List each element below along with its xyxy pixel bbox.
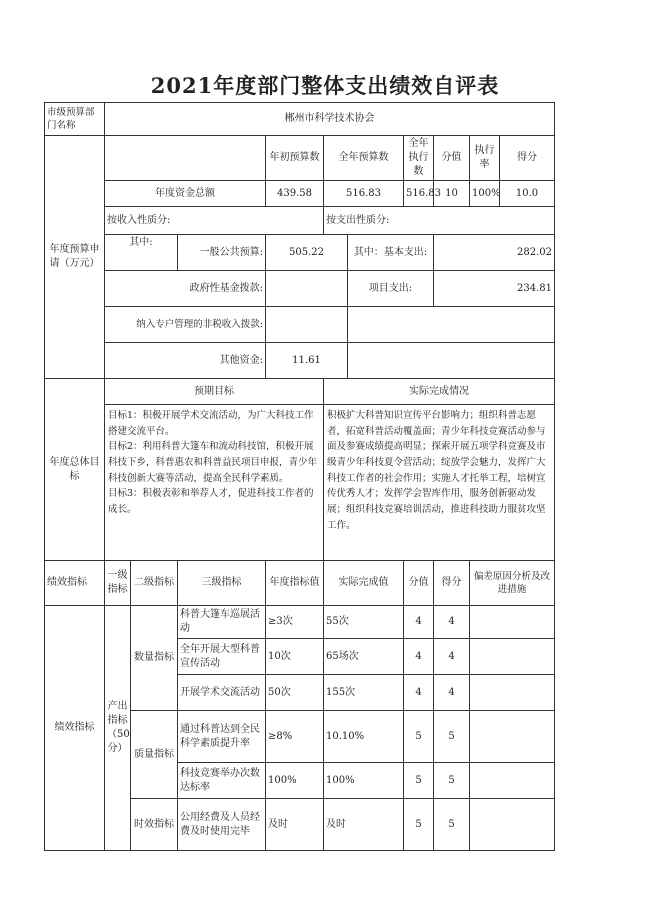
- indicator-actual: 55次: [324, 606, 404, 639]
- indicator-name: 公用经费及人员经费及时使用完毕: [178, 799, 266, 851]
- total-value: 100%: [470, 181, 500, 207]
- actual-header: 实际完成情况: [324, 379, 555, 405]
- page-title: 2021年度部门整体支出绩效自评表: [150, 73, 500, 98]
- indicator-name: 科技竞赛举办次数达标率: [178, 763, 266, 799]
- budget-header: 年初预算数: [266, 136, 324, 181]
- actual-results-text: 积极扩大科普知识宣传平台影响力；组织科普志愿者，拓宽科普活动覆盖面；青少年科技竞赛活动参与面及参赛成绩提高明显；探索开展五项学科竞赛及市级青少年科技夏令营活动；绽放学会魅力，发挥广大科技工作者的社会作用；实施人才托举工程，培树宣传优秀人才；发挥学会智库作用，服务创新驱动发展；组织科技竞赛培训活动，推进科技助力服贫攻坚工作。: [324, 405, 555, 561]
- basic-expense-value: 282.02: [434, 235, 555, 271]
- time-indicator-label: 时效指标: [131, 799, 178, 851]
- goals-label: 年度总体目标: [45, 379, 105, 561]
- budget-header: 全年执行数: [404, 136, 434, 181]
- indicator-actual: 65场次: [324, 639, 404, 675]
- budget-header: 执行率: [470, 136, 500, 181]
- indicator-score: 4: [404, 639, 434, 675]
- indicator-target: 50次: [266, 675, 324, 711]
- general-budget-value: 505.22: [266, 235, 348, 271]
- total-value: 10.0: [500, 181, 555, 207]
- indicator-got: 5: [434, 799, 470, 851]
- indicator-target: ≥8%: [266, 711, 324, 763]
- gov-fund-label: 政府性基金拨款:: [105, 271, 266, 307]
- perf-header: 分值: [404, 561, 434, 606]
- indicator-score: 5: [404, 711, 434, 763]
- by-expense-label: 按支出性质分:: [324, 207, 555, 235]
- expected-header: 预期目标: [105, 379, 324, 405]
- indicator-actual: 10.10%: [324, 711, 404, 763]
- nontax-label: 纳入专户管理的非税收入拨款:: [105, 307, 266, 343]
- expected-goals-text: 目标1：积极开展学术交流活动，为广大科技工作搭建交流平台。 目标2：利用科普大篷车和流动科技馆，积极开展科技下乡，科普惠农和科普益民项目申报，青少年科技创新大赛等活动，提高全民科学素质。 目标3：积极表彰和举荐人才，促进科技工作者的成长。: [105, 405, 324, 561]
- indicator-got: 5: [434, 763, 470, 799]
- total-value: 516.83: [404, 181, 434, 207]
- budget-header: 分值: [434, 136, 470, 181]
- other-funds-value: 11.61: [266, 343, 348, 379]
- indicator-actual: 100%: [324, 763, 404, 799]
- indicator-got: 4: [434, 675, 470, 711]
- budget-header: 得分: [500, 136, 555, 181]
- by-income-label: 按收入性质分:: [105, 207, 324, 235]
- indicator-got: 5: [434, 711, 470, 763]
- indicator-target: 100%: [266, 763, 324, 799]
- qizhong-label: 其中:: [105, 235, 178, 271]
- indicator-score: 4: [404, 606, 434, 639]
- perf-header: 年度指标值: [266, 561, 324, 606]
- performance-table: [44, 102, 555, 851]
- budget-header: 全年预算数: [324, 136, 404, 181]
- indicator-score: 5: [404, 763, 434, 799]
- qty-indicator-label: 数量指标: [131, 606, 178, 711]
- perf-header: 实际完成值: [324, 561, 404, 606]
- indicator-name: 开展学术交流活动: [178, 675, 266, 711]
- indicator-score: 4: [404, 675, 434, 711]
- indicator-score: 5: [404, 799, 434, 851]
- total-value: 439.58: [266, 181, 324, 207]
- unit-value: 郴州市科学技术协会: [105, 103, 555, 136]
- total-label: 年度资金总额: [105, 181, 266, 207]
- unit-label: 市级预算部门名称: [45, 103, 105, 136]
- indicator-target: 及时: [266, 799, 324, 851]
- indicator-target: 10次: [266, 639, 324, 675]
- basic-expense-label: 其中：基本支出:: [348, 235, 434, 271]
- indicator-got: 4: [434, 639, 470, 675]
- perf-header: 三级指标: [178, 561, 266, 606]
- perf-header: 一级指标: [105, 561, 131, 606]
- quality-indicator-label: 质量指标: [131, 711, 178, 799]
- perf-label: 绩效指标: [45, 561, 105, 606]
- project-expense-value: 234.81: [434, 271, 555, 307]
- project-expense-label: 项目支出:: [348, 271, 434, 307]
- level1-label: 产出指标（50分）: [105, 606, 131, 851]
- indicator-actual: 155次: [324, 675, 404, 711]
- perf-section-label: 绩效指标: [45, 606, 105, 851]
- indicator-actual: 及时: [324, 799, 404, 851]
- perf-header: 得分: [434, 561, 470, 606]
- other-funds-label: 其他资金:: [105, 343, 266, 379]
- general-budget-label: 一般公共预算:: [178, 235, 266, 271]
- indicator-got: 4: [434, 606, 470, 639]
- indicator-name: 通过科普达到全民科学素质提升率: [178, 711, 266, 763]
- indicator-name: 科普大篷车巡展活动: [178, 606, 266, 639]
- perf-header: 二级指标: [131, 561, 178, 606]
- budget-label: 年度预算申请（万元）: [45, 136, 105, 379]
- total-value: 516.83: [324, 181, 404, 207]
- perf-header: 偏差原因分析及改进措施: [470, 561, 555, 606]
- indicator-name: 全年开展大型科普宣传活动: [178, 639, 266, 675]
- indicator-target: ≥3次: [266, 606, 324, 639]
- total-value: 10: [434, 181, 470, 207]
